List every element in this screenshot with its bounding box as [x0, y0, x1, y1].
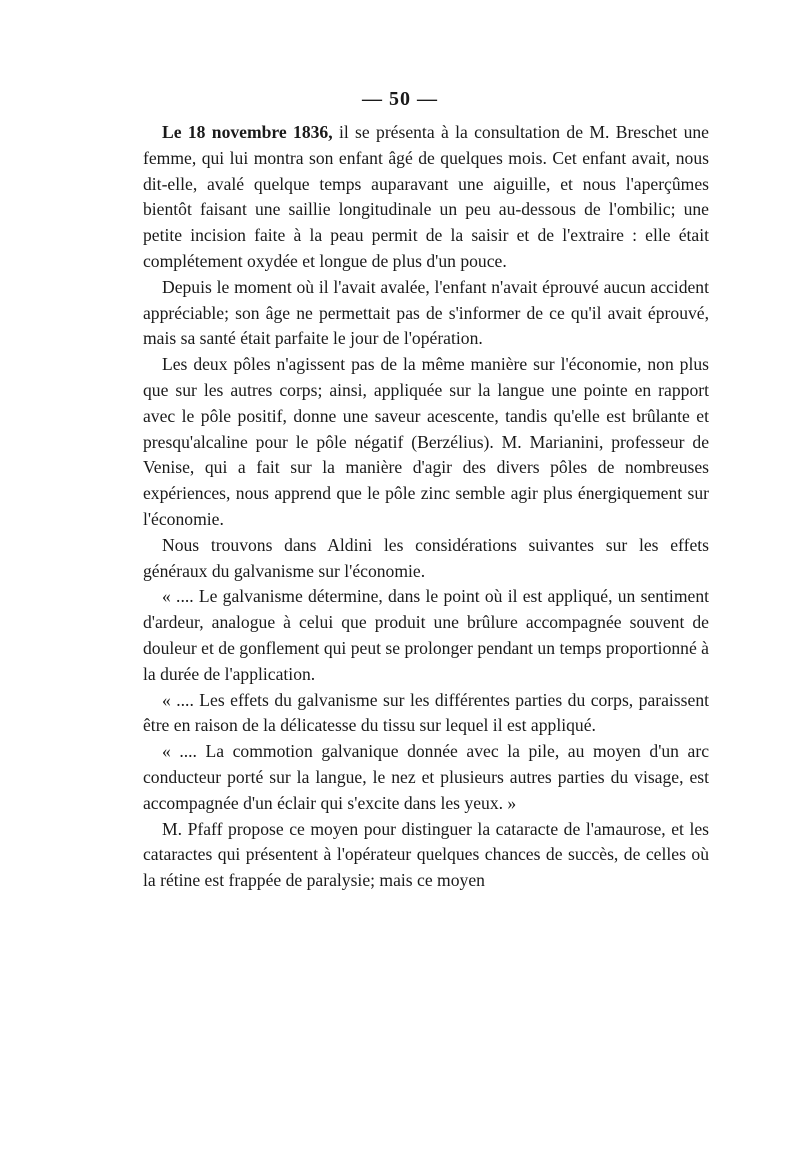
page-number: — 50 — [362, 88, 438, 110]
quote-paragraph: « .... Le galvanisme détermine, dans le point où il est appliqué, un sentiment d'ardeur, analogue à celui que produit une brûlure accompagnée souvent de douleur et de gonflement qui peut se prolonger pendant un temps proportionné à la durée de l'application. [143, 586, 709, 684]
paragraph: Nous trouvons dans Aldini les considérations suivantes sur les effets généraux du galvanisme sur l'économie. [143, 534, 709, 581]
paragraph [143, 120, 709, 275]
quote-paragraph: « .... Les effets du galvanisme sur les différentes parties du corps, paraissent être en raison de la délicatesse du tissu sur lequel il est appliqué. [143, 689, 709, 736]
body-text [143, 120, 709, 894]
paragraph-text: il se présenta à la consultation de M. Breschet une femme, qui lui montra son enfant âgé de quelques mois. Cet enfant avait, nous dit-elle, avalé quelque temps auparavant une aiguille, et nous l'aperçûmes bientôt faisant une saillie longitudinale un peu au-dessous de l'ombilic; une petite incision faite à la peau permit de la saisir et de l'extraire : elle était complétement oxydée et longue de plus d'un pouce. [143, 122, 709, 271]
paragraph-lead: Le 18 novembre 1836, [162, 122, 333, 142]
paragraph: Les deux pôles n'agissent pas de la même manière sur l'économie, non plus que sur les autres corps; ainsi, appliquée sur la langue une pointe en rapport avec le pôle positif, donne une saveur acescente, tandis qu'elle est brûlante et presqu'alcaline pour le pôle négatif (Berzélius). M. Marianini, professeur de Venise, qui a fait sur la manière d'agir des divers pôles de nombreuses expériences, nous apprend que le pôle zinc semble agir plus énergiquement sur l'économie. [143, 354, 709, 529]
quote-paragraph: « .... La commotion galvanique donnée avec la pile, au moyen d'un arc conducteur porté sur la langue, le nez et plusieurs autres parties du visage, est accompagnée d'un éclair qui s'excite dans les yeux. » [143, 741, 709, 813]
paragraph: Depuis le moment où il l'avait avalée, l'enfant n'avait éprouvé aucun accident appréciable; son âge ne permettait pas de s'informer de ce qu'il avait éprouvé, mais sa santé était parfaite le jour de l'opération. [143, 276, 709, 349]
paragraph: M. Pfaff propose ce moyen pour distinguer la cataracte de l'amaurose, et les cataractes qui présentent à l'opérateur quelques chances de succès, de celles où la rétine est frappée de paralysie; mais ce moyen [143, 818, 709, 891]
